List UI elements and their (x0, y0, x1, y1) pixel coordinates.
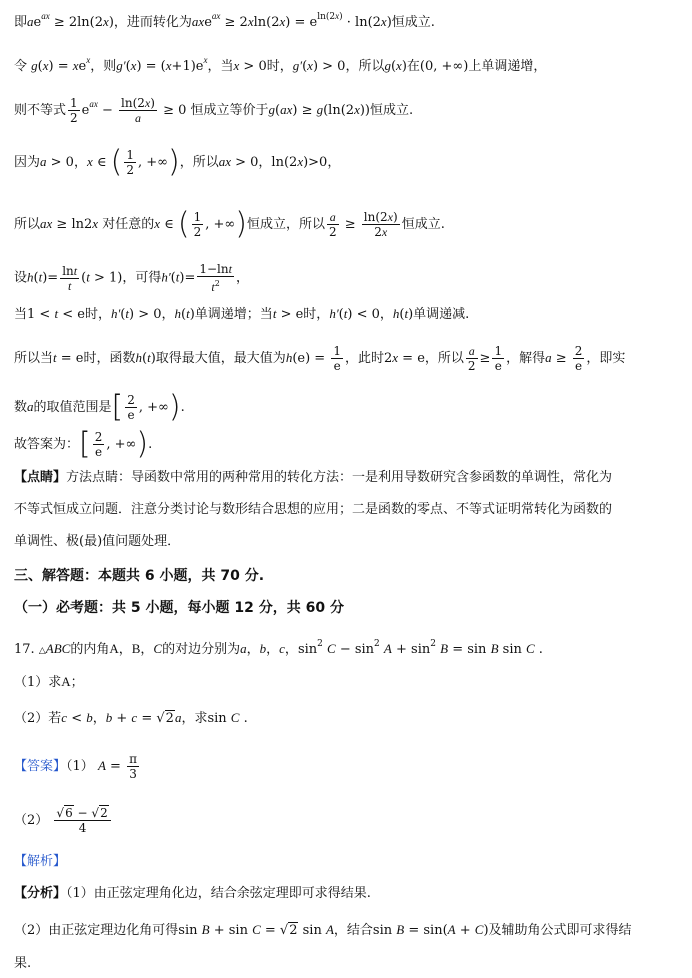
section-heading-3: 三、解答题：本题共 6 小题，共 70 分. (14, 568, 265, 584)
fenxi-line-2: （2）由正弦定理边化角可得sin B + sin C = √2 sin A，结合sin B = sin(A + C)及辅助角公式即可求得结 (14, 922, 632, 938)
line-4: 因为a > 0，x ∈ ( $\frac{1}{2}$ , +∞)，所以ax > 0，ln(2x)>0， (14, 144, 341, 180)
line-2: 令 $g(x) = xe^x$，则$g'(x) = (x+1)e^x$，当x > 0时，g′(x) > 0，所以g(x)在(0, +∞)上单调递增， (14, 55, 547, 74)
line-3: 则不等式 $\frac{1}{2}$ $e^{ax}$ − $\frac{\ln(2x)}{a}$ ≥ 0 恒成立等价于g(ax) ≥ g(ln(2x))恒成立. (14, 96, 414, 125)
line-7: 当1 < t < e时，h′(t) > 0，h(t)单调递增；当t > e时，h′(t) < 0，h(t)单调递减. (14, 306, 470, 322)
jiexi-tag: 【解析】 (14, 854, 67, 869)
line-9: 数a的取值范围是[ $\frac{2}{e}$ , +∞). (14, 389, 185, 425)
question-17-part-1: （1）求A； (14, 674, 84, 690)
dianjing-line-2: 不等式恒成立问题．注意分类讨论与数形结合思想的应用；二是函数的零点、不等式证明常转化为函数的 (14, 502, 613, 517)
dianjing-line-1: 【点睛】方法点睛：导函数中常用的两种常用的转化方法：一是利用导数研究含参函数的单调性，常化为 (14, 470, 613, 485)
question-17: 17. △ABC的内角A，B，C的对边分别为a，b，c，$\sin^2 C - \sin^2 A + \sin^2 B = \sin B$ sin C . (14, 639, 543, 657)
line-6: 设h(t)= $\frac{\ln t}{t}$ (t > 1)，可得h′(t)= $\frac{1-\ln t}{t^2}$ ， (14, 262, 249, 294)
line-5: 所以ax ≥ ln2x 对任意的x ∈ ( $\frac{1}{2}$ , +∞)恒成立，所以 $\frac{a}{2}$ ≥ $\frac{\ln(2x)}{2x}$ 恒成立. (14, 206, 445, 242)
section-heading-required: （一）必考题：共 5 小题，每小题 12 分，共 60 分 (14, 600, 344, 616)
line-1: 即$ae^{ax} \ge 2\ln(2x)$，进而转化为$axe^{ax} \ge 2xln(2x) = e^{ln(2x)} \cdot \ln(2x)$恒成立. (14, 11, 435, 30)
fenxi-line-1: 【分析】（1）由正弦定理角化边，结合余弦定理即可求得结果. (14, 886, 371, 901)
line-10: 故答案为：[ $\frac{2}{e}$ , +∞). (14, 426, 153, 462)
dianjing-line-3: 单调性、极(最)值问题处理． (14, 534, 181, 549)
fenxi-line-3: 果. (14, 956, 32, 971)
question-17-part-2: （2）若c < b，b + c = √2a，求sin C . (14, 710, 248, 726)
answer-part-1: 【答案】（1） A = $\frac{\pi}{3}$ (14, 752, 137, 781)
line-8: 所以当t = e时，函数h(t)取得最大值，最大值为h(e) = $\frac{1}{e}$ ，此时2x = e，所以 $\frac{a}{2}$ ≥ $\frac{1}{e}$ ，解得a ≥ $\frac{2}{e}$ ，即实 (14, 344, 626, 373)
answer-part-2: （2） $\frac{√6 - √2}{4}$ (14, 806, 113, 835)
